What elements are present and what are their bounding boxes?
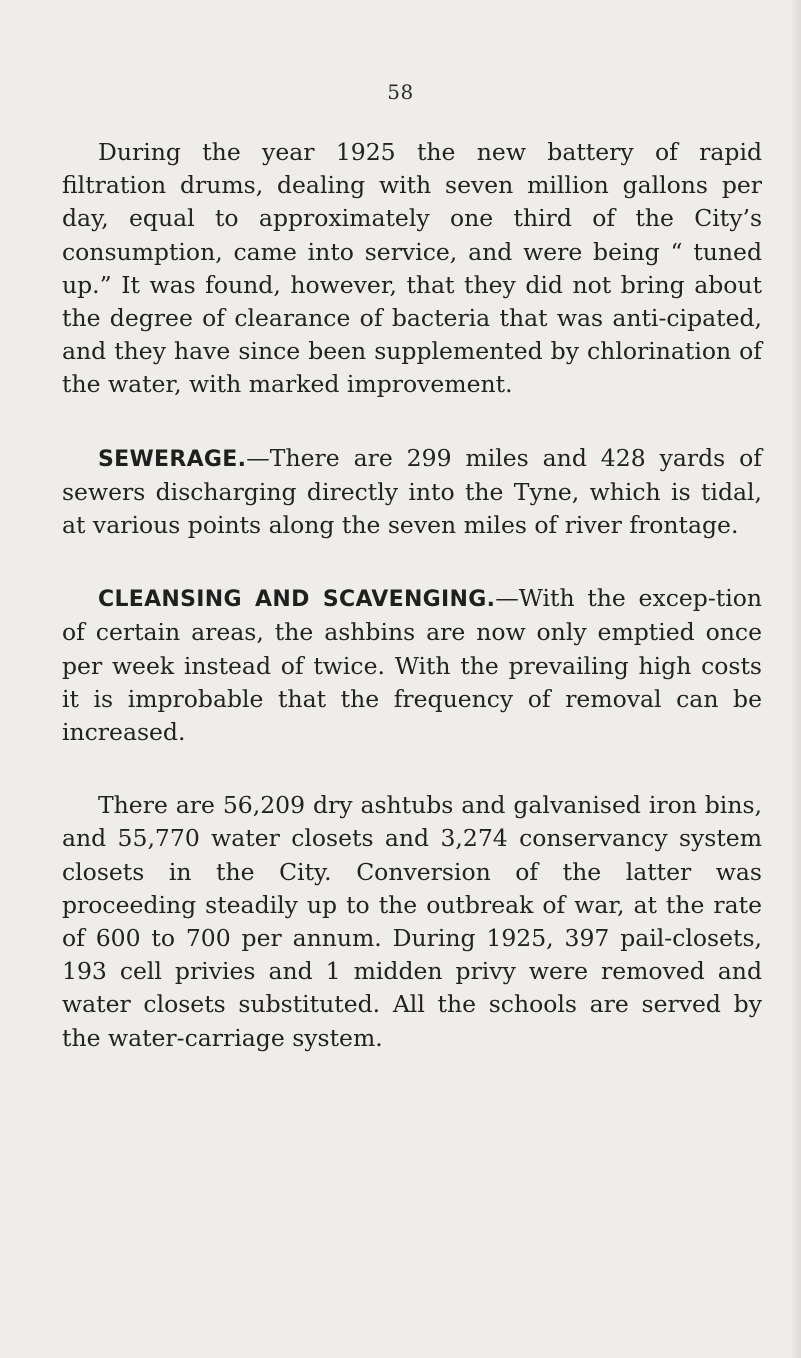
paragraph-cleansing: [62, 582, 762, 749]
body-text: [62, 136, 762, 1055]
paragraph-filtration: [62, 136, 762, 402]
paragraph-sewerage: [62, 442, 762, 543]
paragraph-text: —There are 299 miles and 428 yards of sewers discharging directly into the Tyne, which is tidal, at various points along the seven miles of river frontage.: [62, 443, 762, 540]
page-number: 58: [387, 80, 414, 104]
section-heading-cleansing: CLEANSING AND SCAVENGING.: [98, 587, 496, 613]
paragraph-text: During the year 1925 the new battery of rapid filtration drums, dealing with seven million gallons per day, equal to approximately one third of the City’s consumption, came into service, and were being “ tuned up.” It was found, however, that they did not bring about the degree of clearance of bacteria that was anti-cipated, and they have since been supplemented by chlorination of the water, with marked improvement.: [62, 138, 762, 399]
section-heading-sewerage: SEWERAGE.: [98, 446, 247, 472]
page-edge-shadow: [791, 0, 801, 1358]
paragraph-text: There are 56,209 dry ashtubs and galvanised iron bins, and 55,770 water closets and 3,274 conservancy system closets in the City. Conversion of the latter was proceeding steadily up to the outbreak of war, at the rate of 600 to 700 per annum. During 1925, 397 pail-closets, 193 cell privies and 1 midden privy were removed and water closets substituted. All the schools are served by the water-carriage system.: [62, 791, 762, 1052]
paragraph-text: —With the excep-tion of certain areas, the ashbins are now only emptied once per week instead of twice. With the prevailing high costs it is improbable that the frequency of removal can be increased.: [62, 584, 762, 747]
paragraph-closets: [62, 789, 762, 1055]
